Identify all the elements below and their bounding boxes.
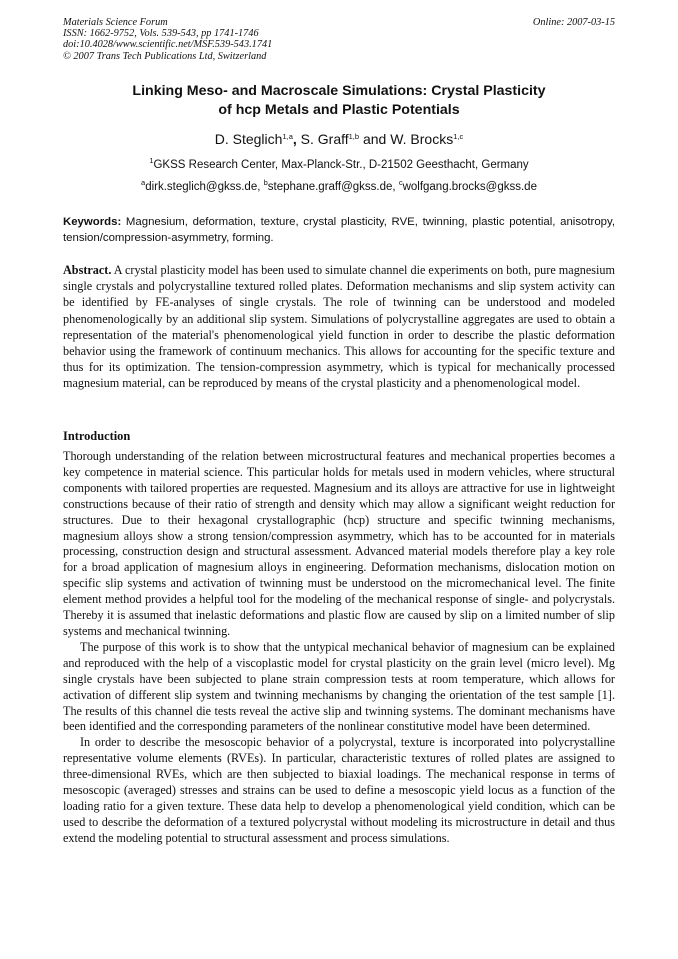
author-3-sup: 1,c bbox=[453, 132, 464, 141]
intro-paragraph-1: Thorough understanding of the relation between microstructural features and mechanical properties becomes a key competence in material science. This particular holds for metals used in modern vehicles, where structural components with tailored properties are requested. Magnesium and its alloys are attractive for use in lightweight constructions because of their ratio of strength and density which may allow a significant weight reduction for structures. Due to their hexagonal crystallographic (hcp) structure and specific twinning mechanisms, magnesium alloys show a strong tension/compression asymmetry, which has to be accounted for in materials processing, construction design and structural assessment. Advanced material models therefore play a key role for a broad application of magnesium alloys in engineering. Deformation mechanisms, dislocation motion on specific slip systems and activation of twinning must be understood on the micromechanical level. The finite element method provides a helpful tool for the modeling of the mechanical response of single- and polycrystals. Thereby it is assumed that inelastic deformations and plastic flow are caused by slip on a limited number of slip systems and mechanical twinning. bbox=[63, 449, 615, 638]
introduction-body bbox=[63, 449, 615, 847]
email-a-sup: a bbox=[141, 178, 146, 187]
title-line-2: of hcp Metals and Plastic Potentials bbox=[218, 102, 460, 118]
issn-line: ISSN: 1662-9752, Vols. 539-543, pp 1741-1746 bbox=[63, 28, 259, 40]
abstract-block bbox=[63, 262, 615, 392]
author-2-sup: 1,b bbox=[348, 132, 360, 141]
email-a[interactable]: dirk.steglich@gkss.de, bbox=[145, 181, 264, 193]
keywords-text: Magnesium, deformation, texture, crystal plasticity, RVE, twinning, plastic potential, anisotropy, tension/compression-asymmetry, forming. bbox=[63, 216, 615, 244]
intro-paragraph-3: In order to describe the mesoscopic behavior of a polycrystal, texture is incorporated into polycrystalline representative volume elements (RVEs). In particular, characteristic textures of rolled plates are assigned to three-dimensional RVEs, which are then subjected to biaxial loadings. The mechanical response in terms of mesoscopic (averaged) stresses and strains can be used to define a mesoscopic yield locus as a function of the loading ratio for a given texture. These data help to develop a phenomenological yield condition, which can be used to describe the deformation of a textured polycrystal without modeling its microstructure in detail and thus extend the modeling potential to structural assessment and process simulations. bbox=[63, 735, 615, 845]
journal-name: Materials Science Forum bbox=[63, 17, 168, 28]
copyright-line: © 2007 Trans Tech Publications Ltd, Switzerland bbox=[63, 50, 267, 62]
author-separator: , bbox=[292, 131, 297, 147]
doi-line: doi:10.4028/www.scientific.net/MSF.539-543.1741 bbox=[63, 39, 273, 51]
abstract-label: Abstract. bbox=[63, 263, 112, 277]
keywords-block bbox=[63, 214, 615, 246]
email-b-sup: b bbox=[263, 178, 268, 187]
paper-title bbox=[63, 82, 615, 120]
email-c-sup: c bbox=[398, 178, 403, 187]
author-2-name: S. Graff bbox=[296, 131, 349, 147]
email-c[interactable]: wolfgang.brocks@gkss.de bbox=[402, 181, 537, 193]
title-line-1: Linking Meso- and Macroscale Simulations: Crystal Plasticity bbox=[132, 83, 546, 99]
journal-header bbox=[63, 17, 615, 62]
intro-paragraph-2: The purpose of this work is to show that the untypical mechanical behavior of magnesium can be explained and reproduced with the help of a viscoplastic model for crystal plasticity on the grain level (micro level). Mg single crystals have been subjected to plane strain compression tests at room temperature, which allows for activation of different slip system and twinning mechanisms by changing the orientation of the test sample [1]. The results of this channel die tests reveal the active slip and twinning systems. The dominant mechanisms have been identified and the corresponding parameters of the nonlinear constitutive model have been determined. bbox=[63, 639, 615, 734]
author-1-sup: 1,a bbox=[282, 132, 293, 141]
online-date: Online: 2007-03-15 bbox=[532, 17, 615, 28]
affiliation-sup: 1 bbox=[149, 156, 154, 165]
introduction-heading: Introduction bbox=[63, 429, 131, 443]
email-b[interactable]: stephane.graff@gkss.de, bbox=[267, 181, 399, 193]
affiliation-text: GKSS Research Center, Max-Planck-Str., D-21502 Geesthacht, Germany bbox=[153, 159, 529, 171]
author-1-name: D. Steglich bbox=[214, 131, 283, 147]
author-3-name: and W. Brocks bbox=[359, 131, 454, 147]
author-list bbox=[63, 130, 615, 148]
keywords-label: Keywords: bbox=[63, 216, 122, 228]
affiliation bbox=[63, 157, 615, 173]
abstract-text: A crystal plasticity model has been used to simulate channel die experiments on both, pure magnesium single crystals and polycrystalline textured rolled plates. Deformation mechanisms and slip system activity can be identified by FE-analyses of single crystals. The role of twinning can be understood and modeled phenomenologically by an additional slip system. Simulations of polycrystalline aggregates are used to obtain a representation of the material's phenomenological yield function in order to describe the plastic deformation behavior using the framework of continuum mechanics. This allows for accounting for the specific texture and thus for its optimization. The tension-compression asymmetry, which is typical for mechanically processed magnesium material, can be reproduced by means of the crystal plasticity and a phenomenological model. bbox=[63, 263, 615, 391]
author-emails bbox=[63, 179, 615, 195]
